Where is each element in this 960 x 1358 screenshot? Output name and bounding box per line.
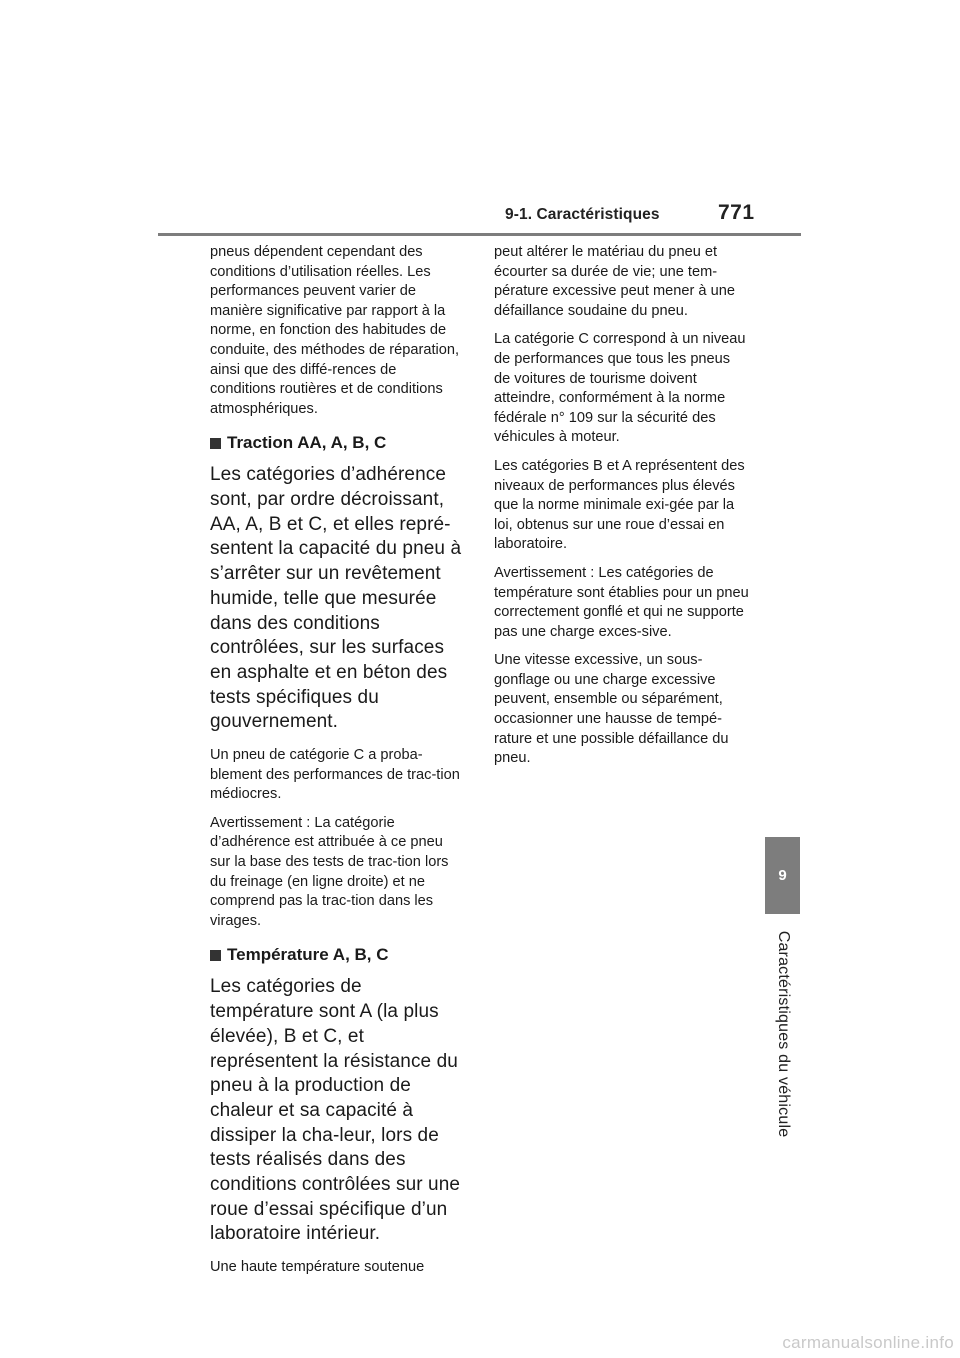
paragraph: pneus dépendent cependant des conditions d’utilisation réelles. Les performances peuvent varier de manière significative par rapport à la norme, en fonction des habitudes de conduite, des méthodes de réparation, ainsi que des diffé-rences de conditions routières et de conditions atmosphériques. <box>210 244 460 417</box>
chapter-number: 9 <box>778 867 787 884</box>
square-bullet-icon <box>210 438 221 449</box>
section-title: 9-1. Caractéristiques <box>505 206 660 223</box>
paragraph: Les catégories d’adhérence sont, par ordre décroissant, AA, A, B et C, et elles repré-sentent la capacité du pneu à s’arrêter sur un revêtement humide, telle que mesurée dans des conditions contrôlées, sur les surfaces en asphalte et en béton des tests spécifiques du gouvernement. <box>210 464 462 733</box>
square-bullet-icon <box>210 950 221 961</box>
header-divider <box>158 233 801 236</box>
right-column <box>494 243 749 778</box>
chapter-tab <box>765 837 800 914</box>
paragraph: La catégorie C correspond à un niveau de performances que tous les pneus de voitures de tourisme doivent atteindre, conformément à la norme fédérale n° 109 sur la sécurité des véhicules à moteur. <box>494 331 746 446</box>
paragraph: Un pneu de catégorie C a proba-blement des performances de trac-tion médiocres. <box>210 747 460 803</box>
paragraph: Avertissement : Les catégories de température sont établies pour un pneu correctement gonflé et qui ne supporte pas une charge exces-sive. <box>494 564 749 640</box>
heading-text: Traction AA, A, B, C <box>227 433 387 453</box>
section-heading <box>210 432 465 454</box>
paragraph: Les catégories B et A représentent des niveaux de performances plus élevés que la norme minimale exi-gée par la loi, obtenus sur une roue d’essai en laboratoire. <box>494 457 745 553</box>
paragraph: Une vitesse excessive, un sous-gonflage ou une charge excessive peuvent, ensemble ou séparément, occasionner une hausse de tempé-rature et une possible défaillance du pneu. <box>494 652 729 767</box>
paragraph: Une haute température soutenue <box>210 1259 425 1276</box>
left-column <box>210 243 465 1287</box>
section-heading <box>210 944 465 966</box>
watermark: carmanualsonline.info <box>782 1333 954 1352</box>
paragraph: peut altérer le matériau du pneu et écourter sa durée de vie; une tem-pérature excessive peut mener à une défaillance soudaine du pneu. <box>494 244 735 319</box>
paragraph: Les catégories de température sont A (la plus élevée), B et C, et représentent la résistance du pneu à la production de chaleur et sa capacité à dissiper la cha-leur, lors de tests réalisés dans des conditions contrôlées sur une roue d’essai spécifique d’un laboratoire intérieur. <box>210 976 461 1245</box>
page-number: 771 <box>718 201 755 224</box>
heading-text: Température A, B, C <box>227 945 389 965</box>
paragraph: Avertissement : La catégorie d’adhérence est attribuée à ce pneu sur la base des tests de trac-tion lors du freinage (en ligne droite) et ne comprend pas la trac-tion dans les virages. <box>210 814 449 929</box>
chapter-label: Caractéristiques du véhicule <box>775 930 792 1138</box>
